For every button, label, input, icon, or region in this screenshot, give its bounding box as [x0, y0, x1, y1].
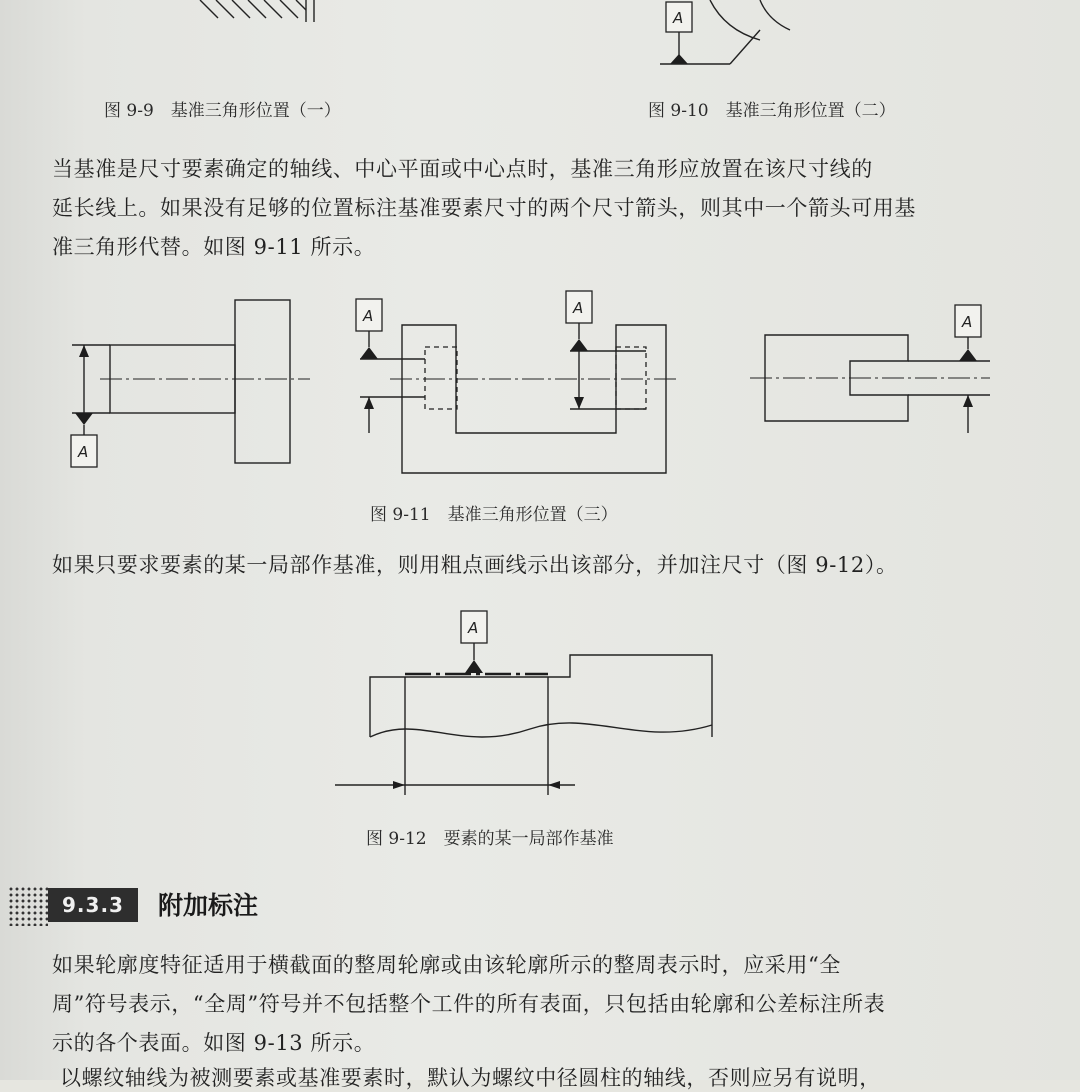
section-heading — [0, 884, 600, 930]
datum-letter: A — [962, 313, 973, 331]
figure-9-11-caption: 图 9-11 基准三角形位置（三） — [370, 505, 618, 525]
datum-letter: A — [468, 619, 479, 637]
figure-9-11 — [60, 285, 1020, 495]
figure-9-11-slot-part — [750, 305, 990, 433]
datum-triangle — [360, 347, 378, 359]
section-title: 附加标注 — [158, 891, 259, 920]
section-number: 9.3.3 — [48, 888, 138, 922]
figure-9-9-partial — [180, 0, 340, 50]
paragraph-datum-axis — [52, 150, 916, 267]
datum-triangle — [959, 349, 977, 361]
text-line: 示的各个表面。如图 9-13 所示。 — [52, 1031, 376, 1055]
figure-9-11-u-part — [356, 291, 680, 473]
datum-letter: A — [78, 443, 89, 461]
text-line: 延长线上。如果没有足够的位置标注基准要素尺寸的两个尺寸箭头，则其中一个箭头可用基 — [52, 196, 916, 220]
figure-9-12 — [330, 605, 720, 815]
paragraph-local-datum — [52, 546, 898, 585]
text-line: 如果轮廓度特征适用于横截面的整周轮廓或由该轮廓所示的整周表示时，应采用“全 — [52, 953, 841, 977]
figure-9-12-caption: 图 9-12 要素的某一局部作基准 — [366, 829, 614, 849]
datum-triangle — [465, 660, 483, 673]
text-line: 如果只要求要素的某一局部作基准，则用粗点画线示出该部分，并加注尺寸（图 9-12）。 — [52, 553, 898, 577]
datum-letter: A — [573, 299, 584, 317]
dot-pattern-decoration — [8, 886, 48, 926]
datum-triangle — [75, 413, 93, 425]
text-line: 准三角形代替。如图 9-11 所示。 — [52, 235, 376, 259]
figure-9-10-caption: 图 9-10 基准三角形位置（二） — [648, 101, 896, 121]
text-line: 当基准是尺寸要素确定的轴线、中心平面或中心点时，基准三角形应放置在该尺寸线的 — [52, 157, 873, 181]
datum-letter: A — [363, 307, 374, 325]
datum-triangle — [670, 54, 688, 64]
cut-off-text-line: 以螺纹轴线为被测要素或基准要素时，默认为螺纹中径圆柱的轴线，否则应另有说明， — [60, 1066, 881, 1090]
figure-9-11-shaft — [71, 300, 310, 467]
text-line: 周”符号表示，“全周”符号并不包括整个工件的所有表面，只包括由轮廓和公差标注所表 — [52, 992, 886, 1016]
paragraph-all-around — [52, 946, 885, 1063]
datum-triangle — [570, 339, 588, 351]
datum-letter: A — [673, 9, 684, 27]
figure-9-10-partial — [650, 0, 810, 75]
figure-9-9-caption: 图 9-9 基准三角形位置（一） — [104, 101, 341, 121]
